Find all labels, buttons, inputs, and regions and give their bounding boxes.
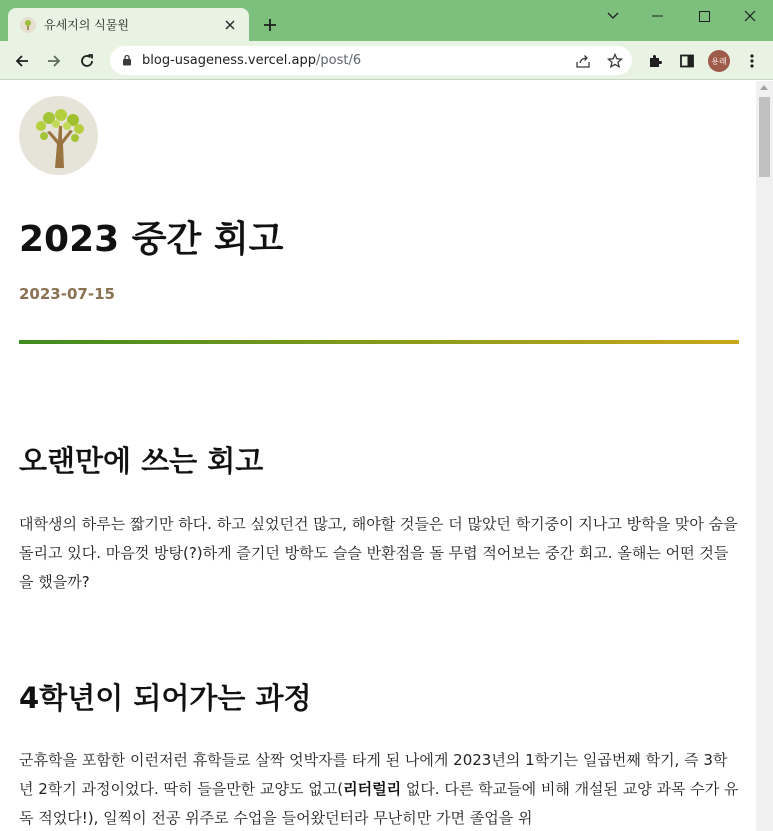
side-panel-icon[interactable] bbox=[675, 49, 699, 73]
close-tab-icon[interactable] bbox=[221, 16, 239, 34]
maximize-icon[interactable] bbox=[681, 4, 727, 28]
extensions-puzzle-icon[interactable] bbox=[643, 49, 667, 73]
page-content bbox=[0, 81, 756, 831]
scroll-up-arrow-icon[interactable] bbox=[760, 85, 768, 90]
vertical-scrollbar[interactable] bbox=[756, 81, 773, 831]
browser-toolbar bbox=[0, 41, 773, 80]
profile-initials: 용래 bbox=[711, 56, 727, 66]
tab-search-chevron-icon[interactable] bbox=[590, 4, 636, 28]
minimize-icon[interactable] bbox=[634, 4, 680, 28]
paragraph-text: 없다. 다른 학교들에 비해 개설된 교양 과목 수가 유독 적었다!), 일찍이 전공 위주로 수업을 들어왔던터라 무난히만 가면 졸업을 위 bbox=[19, 780, 739, 827]
url-path: /post/6 bbox=[316, 53, 362, 68]
share-icon[interactable] bbox=[572, 50, 594, 72]
lock-icon[interactable] bbox=[122, 51, 132, 70]
scrollbar-thumb[interactable] bbox=[759, 97, 770, 177]
paragraph-bold-text: 리터럴리 bbox=[343, 780, 402, 798]
title-divider bbox=[19, 340, 739, 344]
section-paragraph: 대학생의 하루는 짧기만 하다. 하고 싶었던건 많고, 해야할 것들은 더 많았던 학기중이 지나고 방학을 맞아 숨을 돌리고 있다. 마음껏 방탕(?)하게 즐기던 방학도 슬슬 반환점을 돌 무렵 적어보는 중간 회고. 올해는 어떤 것들을 했을까? bbox=[19, 515, 738, 591]
paragraph-text: 군휴학을 포함한 이런저런 휴학들로 살짝 엇박자를 타게 된 나에게 2023년의 1학기는 일곱번째 학기, 즉 3학년 2학기 과정이었다. 딱히 들을만한 교양도 없고( bbox=[19, 751, 728, 798]
section-paragraph bbox=[19, 746, 741, 831]
bookmark-star-icon[interactable] bbox=[604, 50, 626, 72]
profile-avatar[interactable] bbox=[708, 50, 730, 72]
kebab-menu-icon[interactable] bbox=[740, 49, 764, 73]
blog-logo-tree-icon[interactable] bbox=[19, 96, 98, 175]
tab-active[interactable] bbox=[8, 8, 249, 41]
section-heading: 4학년이 되어가는 과정 bbox=[19, 681, 312, 715]
url-text[interactable] bbox=[142, 53, 361, 68]
post-title: 2023 중간 회고 bbox=[19, 219, 284, 260]
post-date: 2023-07-15 bbox=[19, 285, 115, 303]
close-window-icon[interactable] bbox=[727, 4, 773, 28]
new-tab-icon[interactable] bbox=[259, 14, 281, 36]
address-bar[interactable] bbox=[110, 46, 632, 75]
tab-strip bbox=[0, 0, 773, 41]
tab-title: 유세지의 식물원 bbox=[44, 18, 129, 32]
url-host: blog-usageness.vercel.app bbox=[142, 53, 317, 68]
section-heading: 오랜만에 쓰는 회고 bbox=[19, 444, 264, 478]
forward-icon[interactable] bbox=[42, 49, 66, 73]
tree-favicon-icon bbox=[20, 17, 36, 33]
reload-icon[interactable] bbox=[75, 49, 99, 73]
back-icon[interactable] bbox=[10, 49, 34, 73]
